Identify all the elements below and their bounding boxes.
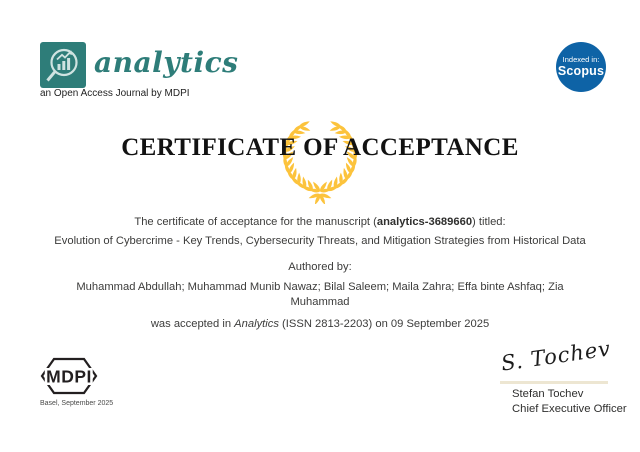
accepted-prefix: was accepted in bbox=[150, 318, 235, 330]
mdpi-logo-text: MDPI bbox=[46, 366, 92, 387]
intro-line bbox=[0, 216, 640, 228]
manuscript-title: Evolution of Cybercrime - Key Trends, Cybersecurity Threats, and Mitigation Strategies from Historical Data bbox=[54, 235, 586, 247]
signatory-title: Chief Executive Officer bbox=[512, 402, 627, 415]
signatory-block bbox=[512, 387, 627, 416]
journal-name-italic: Analytics bbox=[234, 318, 279, 330]
scopus-badge-line2: Scopus bbox=[557, 64, 605, 79]
manuscript-id: analytics-3689660 bbox=[376, 216, 473, 228]
journal-tagline: an Open Access Journal by MDPI bbox=[40, 88, 190, 99]
signature-line bbox=[500, 381, 608, 384]
authors-list: Muhammad Abdullah; Muhammad Munib Nawaz; Bilal Saleem; Maila Zahra; Effa binte Ashfaq; Zia Muhammad bbox=[76, 281, 564, 308]
journal-name: analytics bbox=[94, 46, 239, 79]
certificate-title: CERTIFICATE OF ACCEPTANCE bbox=[121, 134, 519, 161]
signatory-name: Stefan Tochev bbox=[512, 388, 584, 400]
scopus-badge-line1: Indexed in: bbox=[562, 54, 600, 64]
intro-suffix: ) titled: bbox=[472, 216, 506, 228]
accepted-suffix: (ISSN 2813-2203) on 09 September 2025 bbox=[278, 318, 490, 330]
acceptance-line bbox=[0, 318, 640, 330]
place-date: Basel, September 2025 bbox=[40, 400, 114, 407]
authored-by-label: Authored by: bbox=[288, 261, 352, 273]
intro-prefix: The certificate of acceptance for the manuscript ( bbox=[134, 216, 377, 228]
signature: S. Tochev bbox=[499, 336, 613, 376]
analytics-logo-icon bbox=[40, 42, 86, 88]
scopus-indexed-badge bbox=[556, 42, 606, 92]
mdpi-logo bbox=[40, 356, 98, 396]
